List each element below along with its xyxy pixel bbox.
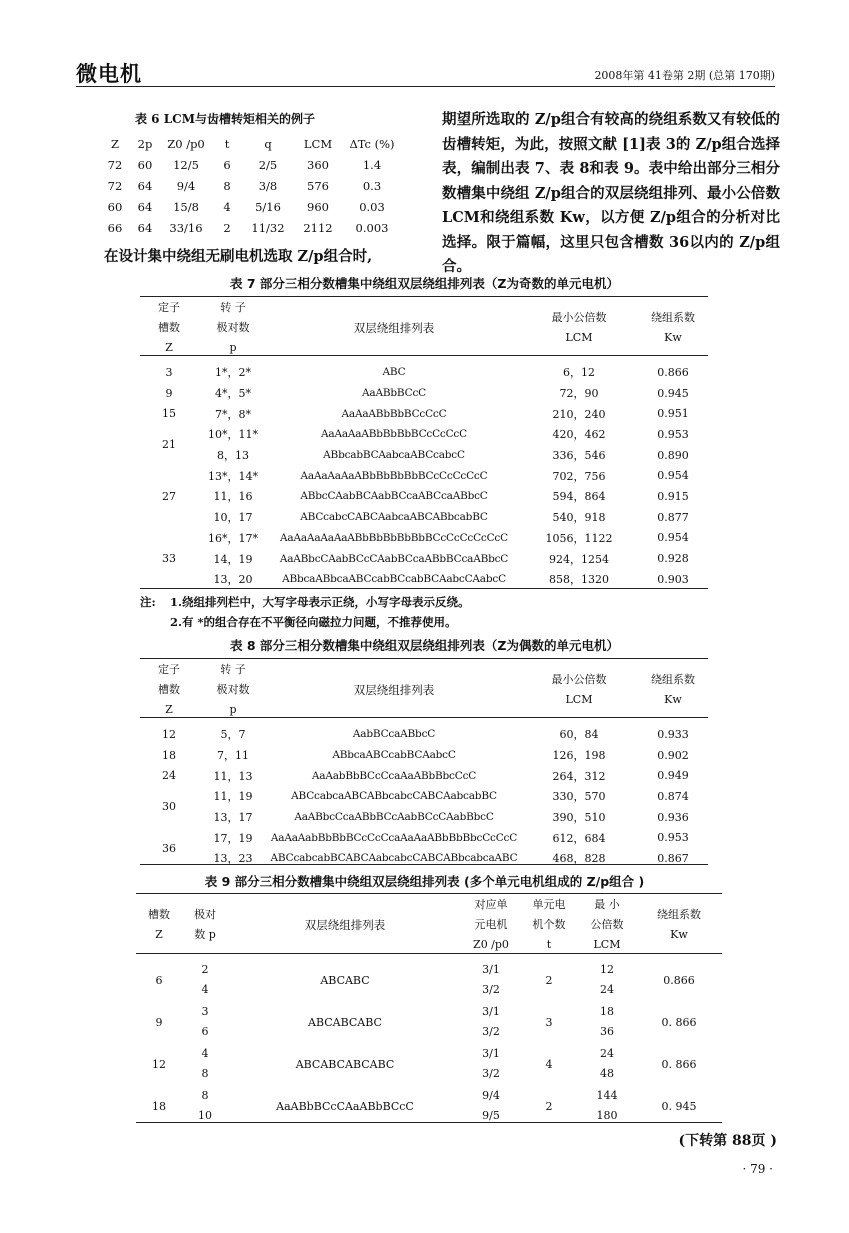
table9-arrangement: ABCABCABCABC [295, 1057, 395, 1071]
right-paragraph: 期望所选取的 Z/p组合有较高的绕组系数又有较低的齿槽转矩，为此，按照文献 [1]表 3的 Z/p组合选择表，编制出表 7、表 8和表 9。表中给出部分三相分数槽集中绕组 Z/p组合的双层绕组排列、最小公倍数 LCM和绕组系数 Kw，以方便 Z/p组合的分析对比选择。限于篇幅，这里只包含槽数 36以内的 Z/p组合。 [442, 111, 780, 275]
lcm-value: 12 [600, 963, 614, 976]
table6-cell: 60 [107, 199, 123, 214]
table7-slot-count: 3 [165, 365, 173, 379]
table9-header-z [136, 895, 182, 955]
table8-kw: 0.936 [657, 810, 689, 824]
table8-row [140, 786, 708, 807]
lcm-value: 36 [600, 1025, 614, 1038]
table9-row [136, 1043, 722, 1085]
table8-slot-count: 24 [162, 769, 176, 783]
table8-slot-count: 36 [162, 841, 176, 855]
table9-unit-motor [462, 1001, 520, 1043]
table6-cell: 960 [307, 199, 329, 214]
left-paragraph-tail: 在设计集中绕组无刷电机选取 Z/p组合时, [104, 248, 373, 265]
table7-header-row [140, 298, 708, 358]
table7-pole-pairs: 1*，2* [215, 366, 251, 380]
table9-unit-motor [462, 959, 520, 1001]
table7-row [140, 528, 708, 549]
table6-cell: 3/8 [258, 178, 278, 193]
table7-arrangement: AaABbBCcC [362, 387, 426, 400]
table7-header-lcm [520, 298, 638, 358]
table6-row [100, 154, 402, 175]
table7-arrangement: ABbcabBCAabcaABCcabcC [323, 449, 465, 462]
header-line: p [229, 703, 237, 716]
table8-row [140, 848, 708, 869]
table6-cell: 576 [307, 178, 329, 193]
unit-motor-value: 9/4 [482, 1089, 500, 1102]
table6-cell: 2112 [303, 220, 333, 235]
table7-lcm: 210，240 [552, 407, 606, 421]
table9-slot-count: 18 [152, 1099, 166, 1113]
pole-pair-value: 6 [201, 1025, 209, 1038]
table9-kw: 0. 866 [661, 1057, 697, 1071]
table8-header-lcm [520, 660, 638, 720]
table7-kw: 0.903 [657, 572, 689, 586]
header-line: 定子 [158, 663, 180, 676]
unit-motor-value: 3/2 [482, 1025, 500, 1038]
header-line: Z0 /p0 [473, 938, 509, 951]
header-line: 极对数 [216, 683, 250, 696]
table7-lcm: 594，864 [552, 490, 606, 504]
table7-top-rule [140, 296, 708, 297]
table7-lcm: 858，1320 [549, 573, 609, 587]
table6 [100, 133, 402, 238]
table8-arrangement: AaAaAabBbBbBCcCcCcaAaAaABbBbBbcCcCcC [270, 831, 518, 844]
table7-kw: 0.890 [657, 448, 689, 462]
table9-kw: 0. 945 [661, 1099, 697, 1113]
table7-pole-pairs: 10*，11* [208, 428, 258, 442]
table7-arrangement: ABCcabcCABCAabcaABCABbcabBC [300, 511, 488, 524]
table9-caption: 表 9 部分三相分数槽集中绕组双层绕组排列表 (多个单元电机组成的 Z/p组合 ) [204, 874, 645, 889]
table6-cell: 72 [107, 178, 123, 193]
table7-pole-pairs: 11，16 [213, 490, 253, 504]
table6-header-cell: t [224, 136, 230, 151]
table9-slot-count: 9 [155, 1015, 163, 1029]
header-line: 槽数 [158, 321, 180, 334]
header-line: Kw [664, 331, 682, 344]
table7-arrangement: ABbcCAabBCAabBCcaABCcaABbcC [300, 490, 488, 503]
header-line: 最小公倍数 [551, 673, 607, 686]
table7-pole-pairs: 10，17 [213, 511, 253, 525]
table8-header-p [198, 660, 268, 720]
table7-pole-pairs: 8，13 [217, 449, 249, 463]
table6-cell: 66 [107, 220, 123, 235]
unit-motor-value: 3/1 [482, 963, 500, 976]
table9-kw: 0. 866 [661, 1015, 697, 1029]
table7-pole-pairs: 4*，5* [215, 387, 251, 401]
table8-lcm: 612，684 [552, 831, 606, 845]
table7-arrangement: ABC [382, 366, 406, 379]
table9-header-unit [462, 895, 520, 955]
table6-row [100, 217, 402, 238]
table6-header-cell: ΔTc (%) [349, 136, 395, 151]
table8-arrangement: AaAabBbBCcCcaAaABbBbcCcC [311, 769, 477, 782]
table8-top-rule [140, 658, 708, 659]
table7-caption: 表 7 部分三相分数槽集中绕组双层绕组排列表（Z为奇数的单元电机） [230, 276, 619, 291]
table7-note-1: 1.绕组排列栏中，大写字母表示正绕，小写字母表示反绕。 [170, 595, 470, 609]
table7-arrangement: AaABbcCAabBCcCAabBCcaABbBCcaABbcC [279, 552, 509, 565]
table9-unit-count: 2 [545, 973, 553, 987]
table8-row [140, 765, 708, 786]
header-line: t [546, 938, 552, 951]
table9-lcm [578, 1043, 636, 1085]
table8 [140, 660, 708, 869]
table7-header-arrangement: 双层绕组排列表 [353, 321, 435, 335]
table6-header-cell: 2p [137, 136, 153, 151]
table7-lcm: 1056，1122 [545, 531, 613, 545]
table8-lcm: 330，570 [552, 790, 606, 804]
header-line: 绕组系数 [651, 673, 695, 686]
header-rule [76, 86, 775, 87]
table7-lcm: 6，12 [563, 366, 595, 380]
lcm-value: 18 [600, 1005, 614, 1018]
table9-lcm [578, 1085, 636, 1127]
lcm-value: 180 [596, 1109, 618, 1122]
table9-header-p [182, 895, 228, 955]
header-line: 机个数 [532, 918, 566, 931]
table8-pole-pairs: 5，7 [220, 728, 246, 742]
table7-pole-pairs: 13*，14* [208, 469, 258, 483]
header-line: 槽数 [158, 683, 180, 696]
table9-slot-count: 6 [155, 973, 163, 987]
lcm-value: 144 [596, 1089, 618, 1102]
table7-row [140, 548, 708, 569]
table7-pole-pairs: 14，19 [213, 552, 253, 566]
table9-unit-count: 3 [545, 1015, 553, 1029]
header-line: 槽数 [148, 908, 170, 921]
table7-row [140, 507, 708, 528]
continued-note: (下转第 88页 ) [678, 1133, 777, 1149]
table6-cell: 15/8 [173, 199, 199, 214]
table7-slot-count: 9 [165, 386, 173, 400]
table6-cell: 2 [223, 220, 231, 235]
header-line: p [229, 341, 237, 354]
table8-row [140, 724, 708, 745]
table6-cell: 0.3 [362, 178, 382, 193]
table8-kw: 0.949 [657, 769, 689, 783]
table8-kw: 0.874 [657, 789, 689, 803]
table7-kw: 0.915 [657, 489, 689, 503]
table6-cell: 64 [137, 199, 153, 214]
pole-pair-value: 8 [201, 1067, 209, 1080]
table9-unit-count: 4 [545, 1057, 553, 1071]
table6-row [100, 196, 402, 217]
table7-pole-pairs: 7*，8* [215, 407, 251, 421]
table7-row [140, 445, 708, 466]
table8-lcm: 468，828 [552, 852, 606, 866]
table6-cell: 6 [223, 157, 231, 172]
table9-top-rule [136, 893, 722, 894]
table6-header-cell: Z0 /p0 [167, 136, 205, 151]
table6-cell: 360 [307, 157, 329, 172]
table6-cell: 64 [137, 220, 153, 235]
header-line: 极对 [194, 908, 216, 921]
table9-pole-pairs [182, 959, 228, 1001]
table6-cell: 2/5 [258, 157, 278, 172]
table8-kw: 0.953 [657, 831, 689, 845]
header-line: 元电机 [474, 918, 508, 931]
header-line: 单元电 [532, 898, 566, 911]
table6-row [100, 175, 402, 196]
table7-arrangement: AaAaAaAaABbBbBbBbBCcCcCcCcC [300, 469, 488, 482]
table8-slot-count: 12 [162, 727, 176, 741]
table9-unit-motor [462, 1085, 520, 1127]
table7-kw: 0.954 [657, 469, 689, 483]
table6-cell: 4 [223, 199, 231, 214]
table9-header-kw [636, 895, 722, 955]
table8-slot-count: 30 [162, 800, 176, 814]
unit-motor-value: 3/1 [482, 1047, 500, 1060]
table8-arrangement: ABCcabcabBCABCAabcabcCABCABbcabcaABC [270, 852, 518, 865]
table6-cell: 64 [137, 178, 153, 193]
header-line: 对应单 [474, 898, 508, 911]
table9-slot-count: 12 [152, 1057, 166, 1071]
table7-row [140, 486, 708, 507]
table6-cell: 11/32 [251, 220, 285, 235]
table8-kw: 0.933 [657, 727, 689, 741]
table8-row [140, 827, 708, 848]
table7-slot-count: 15 [162, 407, 176, 421]
table6-header-cell: LCM [303, 136, 333, 151]
table7-lcm: 540，918 [552, 511, 606, 525]
table7-row [140, 569, 708, 590]
table8-pole-pairs: 13，17 [213, 811, 253, 825]
table8-row [140, 745, 708, 766]
table7-arrangement: AaAaAaAaAaABbBbBbBbBbBCcCcCcCcCcC [280, 531, 508, 544]
header-line: 绕组系数 [657, 908, 701, 921]
table6-header-row [100, 133, 402, 154]
table6-cell: 0.03 [359, 199, 385, 214]
header-line: 极对数 [216, 321, 250, 334]
table7-slot-count: 33 [162, 552, 176, 566]
table8-row [140, 807, 708, 828]
table7-row [140, 362, 708, 383]
table7-kw: 0.953 [657, 427, 689, 441]
header-line: Z [155, 928, 163, 941]
table9-lcm [578, 1001, 636, 1043]
header-line: 绕组系数 [651, 311, 695, 324]
table7-header-p [198, 298, 268, 358]
table7-lcm: 702，756 [552, 469, 606, 483]
unit-motor-value: 3/1 [482, 1005, 500, 1018]
table9 [136, 895, 722, 1127]
table7 [140, 298, 708, 590]
table7-lcm: 924，1254 [549, 552, 609, 566]
table8-pole-pairs: 11，19 [213, 790, 253, 804]
table7-lcm: 420，462 [552, 428, 606, 442]
pole-pair-value: 4 [201, 983, 209, 996]
pole-pair-value: 8 [201, 1089, 209, 1102]
table8-lcm: 264，312 [552, 769, 606, 783]
lcm-value: 24 [600, 983, 614, 996]
header-line: 数 p [194, 928, 216, 941]
table7-row [140, 424, 708, 445]
table8-header-row [140, 660, 708, 720]
table8-pole-pairs: 7，11 [217, 749, 249, 763]
pole-pair-value: 4 [201, 1047, 209, 1060]
table8-lcm: 390，510 [552, 811, 606, 825]
header-line: 转 子 [220, 301, 246, 314]
header-line: 转 子 [220, 663, 246, 676]
table9-lcm [578, 959, 636, 1001]
table8-header-arrangement: 双层绕组排列表 [353, 683, 435, 697]
table9-pole-pairs [182, 1001, 228, 1043]
table9-arrangement: ABCABCABC [308, 1015, 382, 1029]
table6-cell: 5/16 [255, 199, 281, 214]
table7-pole-pairs: 13，20 [213, 573, 253, 587]
table6-cell: 72 [107, 157, 123, 172]
table7-arrangement: AaAaAaABbBbBbBCcCcCcC [321, 428, 467, 441]
table7-slot-count: 27 [162, 489, 176, 503]
table9-pole-pairs [182, 1085, 228, 1127]
table7-row [140, 465, 708, 486]
issue-info: 2008年第 41卷第 2期 (总第 170期) [594, 69, 775, 82]
table7-kw: 0.928 [657, 552, 689, 566]
table9-unit-count: 2 [545, 1099, 553, 1113]
header-line: 定子 [158, 301, 180, 314]
table9-header-arrangement: 双层绕组排列表 [304, 918, 386, 932]
table9-arrangement: AaABbBCcCAaABbBCcC [276, 1099, 414, 1113]
table8-pole-pairs: 13，23 [213, 852, 253, 866]
header-line: 公倍数 [590, 918, 624, 931]
header-line: LCM [565, 693, 593, 706]
table8-arrangement: AaABbcCcaABbBCcAabBCcCAabBbcC [294, 811, 494, 824]
table6-header-cell: q [264, 136, 272, 151]
table7-note-label: 注: [140, 595, 156, 609]
header-line: Kw [664, 693, 682, 706]
table9-arrangement: ABCABC [320, 973, 370, 987]
table9-row [136, 959, 722, 1001]
header-line: Z [165, 703, 173, 716]
table7-note-2: 2.有 *的组合存在不平衡径向磁拉力问题，不推荐使用。 [170, 615, 457, 629]
table6-cell: 12/5 [173, 157, 199, 172]
table9-header-t [520, 895, 578, 955]
journal-title: 微电机 [76, 62, 142, 86]
header-line: 最小公倍数 [551, 311, 607, 324]
table6-cell: 60 [137, 157, 153, 172]
header-line: Kw [670, 928, 688, 941]
table8-arrangement: ABCcabcaABCABbcabcCABCAabcabBC [291, 790, 497, 803]
table9-row [136, 1085, 722, 1127]
table7-slot-count: 21 [162, 438, 176, 452]
table7-pole-pairs: 16*，17* [208, 531, 258, 545]
header-line: LCM [593, 938, 621, 951]
table7-kw: 0.866 [657, 365, 689, 379]
table7-row [140, 383, 708, 404]
header-line: Z [165, 341, 173, 354]
table7-lcm: 336，546 [552, 449, 606, 463]
pole-pair-value: 10 [198, 1109, 212, 1122]
header-line: LCM [565, 331, 593, 344]
table7-kw: 0.877 [657, 510, 689, 524]
table8-lcm: 60，84 [559, 728, 599, 742]
table6-cell: 33/16 [169, 220, 203, 235]
table8-pole-pairs: 17，19 [213, 831, 253, 845]
unit-motor-value: 9/5 [482, 1109, 500, 1122]
lcm-value: 24 [600, 1047, 614, 1060]
table8-bottom-rule [140, 864, 708, 865]
table6-cell: 9/4 [176, 178, 196, 193]
table8-arrangement: ABbcaABCcabBCAabcC [332, 749, 456, 762]
table7-arrangement: ABbcaABbcaABCcabBCcabBCAabcCAabcC [282, 573, 506, 586]
header-line: 最 小 [594, 898, 620, 911]
table8-caption: 表 8 部分三相分数槽集中绕组双层绕组排列表（Z为偶数的单元电机） [230, 638, 619, 653]
table9-row [136, 1001, 722, 1043]
table7-lcm: 72，90 [559, 387, 599, 401]
table7-header-kw [638, 298, 708, 358]
table6-cell: 1.4 [362, 157, 382, 172]
table7-kw: 0.954 [657, 531, 689, 545]
table9-unit-motor [462, 1043, 520, 1085]
table7-row [140, 403, 708, 424]
table7-kw: 0.945 [657, 386, 689, 400]
table7-bottom-rule [140, 588, 708, 589]
unit-motor-value: 3/2 [482, 1067, 500, 1080]
page-number: · 79 · [742, 1162, 773, 1176]
table8-header-kw [638, 660, 708, 720]
table7-kw: 0.951 [657, 407, 689, 421]
table9-bottom-rule [136, 1122, 722, 1123]
table6-cell: 0.003 [355, 220, 389, 235]
unit-motor-value: 3/2 [482, 983, 500, 996]
table8-slot-count: 18 [162, 748, 176, 762]
table6-cell: 8 [223, 178, 231, 193]
table8-arrangement: AabBCcaABbcC [352, 728, 436, 741]
table8-lcm: 126，198 [552, 749, 606, 763]
table8-header-z [140, 660, 198, 720]
table6-caption: 表 6 LCM与齿槽转矩相关的例子 [135, 112, 315, 126]
table8-kw: 0.902 [657, 748, 689, 762]
pole-pair-value: 2 [201, 963, 209, 976]
table9-kw: 0.866 [663, 973, 695, 987]
table8-pole-pairs: 11，13 [213, 769, 253, 783]
table7-header-z [140, 298, 198, 358]
pole-pair-value: 3 [201, 1005, 209, 1018]
lcm-value: 48 [600, 1067, 614, 1080]
table9-header-row [136, 895, 722, 955]
table9-pole-pairs [182, 1043, 228, 1085]
table6-header-cell: Z [111, 136, 119, 151]
table8-kw: 0.867 [657, 851, 689, 865]
table7-arrangement: AaAaABbBbBCcCcC [341, 407, 447, 420]
table9-header-lcm [578, 895, 636, 955]
